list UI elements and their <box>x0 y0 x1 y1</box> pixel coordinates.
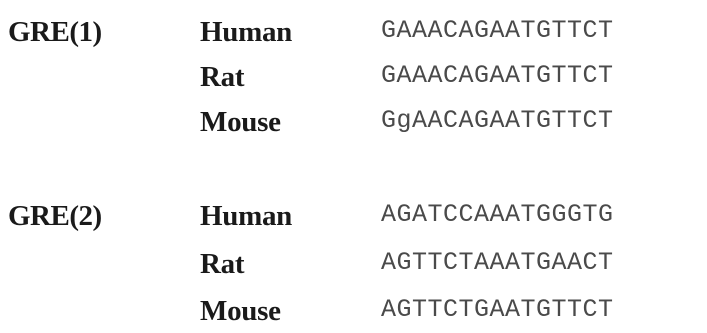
sequence-mouse: AGTTCTGAATGTTCT <box>381 295 614 324</box>
species-label-human: Human <box>200 16 292 48</box>
group-label-gre1: GRE(1) <box>8 16 102 48</box>
species-label-mouse: Mouse <box>200 106 281 138</box>
sequence-rat: GAAACAGAATGTTCT <box>381 61 614 90</box>
sequence-rat: AGTTCTAAATGAACT <box>381 248 614 277</box>
sequence-human: GAAACAGAATGTTCT <box>381 16 614 45</box>
sequence-mouse: GgAACAGAATGTTCT <box>381 106 614 135</box>
sequence-human: AGATCCAAATGGGTG <box>381 200 614 229</box>
species-label-rat: Rat <box>200 61 245 93</box>
species-label-mouse: Mouse <box>200 295 281 327</box>
species-label-human: Human <box>200 200 292 232</box>
species-label-rat: Rat <box>200 248 245 280</box>
group-label-gre2: GRE(2) <box>8 200 102 232</box>
